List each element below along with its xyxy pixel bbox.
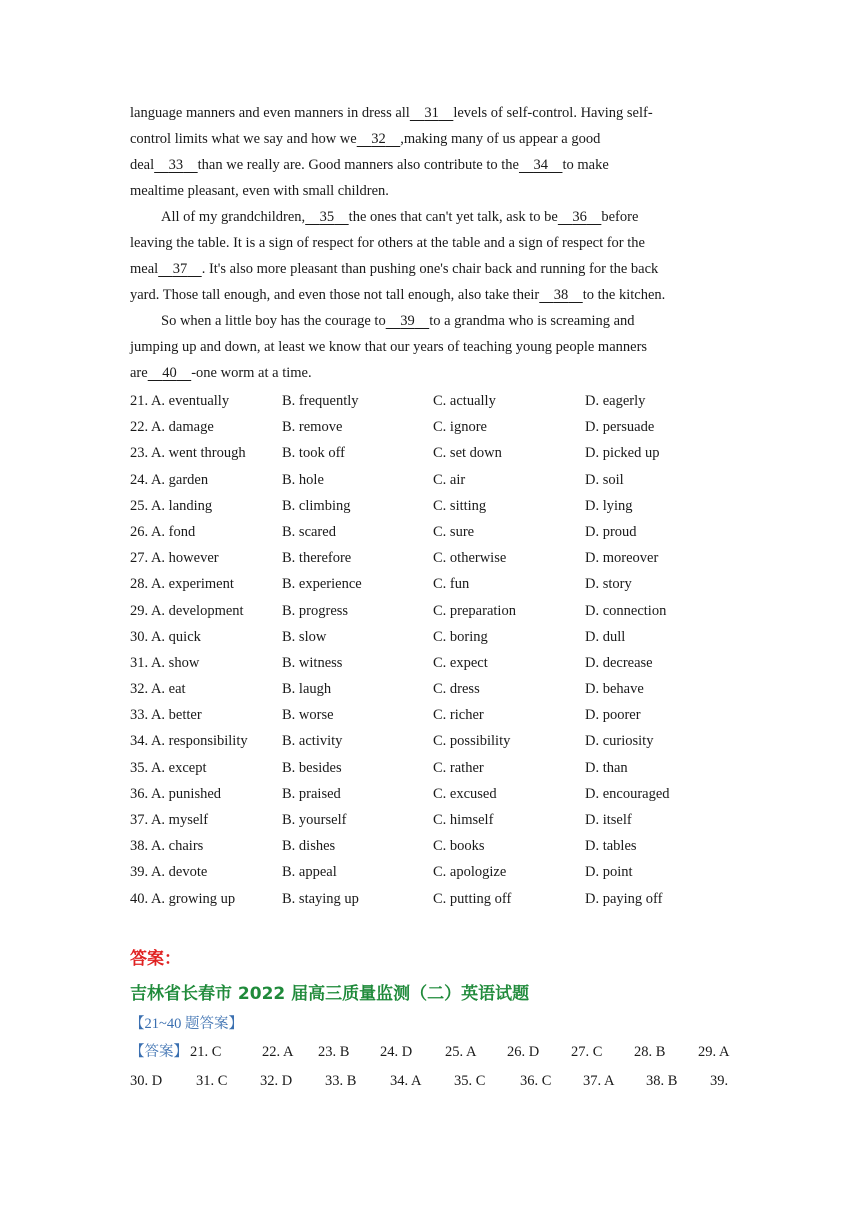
passage-text: ,making many of us appear a good [400,131,601,147]
passage-text: leaving the table. It is a sign of respect for others at the table and a sign of respect for the [130,235,645,251]
option-choice: 21. A. eventually [130,393,230,409]
option-choice: D. paying off [585,890,663,907]
passage-text: mealtime pleasant, even with small children. [130,183,389,199]
option-choice: B. besides [282,759,342,776]
option-choice: C. fun [433,576,470,593]
option-choice: B. appeal [282,864,337,881]
option-row [130,545,750,571]
option-choice: D. story [585,576,632,593]
answer-item: 23. B [318,1044,350,1060]
option-choice: B. hole [282,471,324,488]
option-choice: 23. A. went through [130,445,246,462]
option-choice: C. ignore [433,419,487,436]
blank-number: 40 [162,365,177,381]
answer-item: 36. C [520,1073,552,1089]
option-choice: 22. A. damage [130,419,214,436]
option-choice: 30. A. quick [130,628,201,645]
passage-line [130,308,730,334]
option-choice: B. dishes [282,838,336,855]
answer-item: 31. C [196,1073,228,1089]
blank-number: 39 [400,313,415,329]
option-choice: C. air [433,471,466,488]
passage-text: So when a little boy has the courage to [161,313,386,329]
passage-text: All of my grandchildren, [161,209,306,225]
option-choice: C. himself [433,812,494,828]
option-choice: D. encouraged [585,785,670,802]
option-choice: C. dress [433,681,480,698]
option-choice: C. sitting [433,497,487,514]
option-choice: 34. A. responsibility [130,733,248,750]
option-choice: B. experience [282,576,362,593]
option-choice: B. witness [282,654,343,671]
answer-item: 37. A [583,1073,615,1089]
passage-line [130,204,730,230]
option-choice: B. took off [282,445,345,462]
option-choice: D. proud [585,523,637,540]
blank-number: 37 [172,261,188,277]
option-choice: D. connection [585,602,667,619]
answer-key-line-1 [130,1038,770,1066]
passage-text: deal [130,157,155,173]
passage-text: jumping up and down, at least we know that our years of teaching young people manners [130,339,648,355]
option-choice: B. remove [282,419,343,436]
passage-line [130,126,730,152]
option-choice: 39. A. devote [130,864,208,881]
option-choice: 33. A. better [130,707,202,724]
passage-line [130,334,730,360]
option-row [130,571,750,597]
blank-number: 32 [371,131,386,147]
passage-text: to make [562,157,609,173]
passage-text: control limits what we say and how we [130,131,357,147]
option-row [130,598,750,624]
passage-line [130,230,730,256]
option-choice: 31. A. show [130,654,200,671]
passage-text: to the kitchen. [582,287,666,303]
blank-number: 31 [424,105,439,121]
passage-text: . It's also more pleasant than pushing one's chair back and running for the back [201,261,659,277]
blank-number: 36 [572,209,587,225]
answer-heading: 答案： [130,949,181,969]
option-choice: C. sure [433,523,475,540]
passage-line [130,178,730,204]
option-choice: C. otherwise [433,550,507,567]
option-choice: D. poorer [585,707,641,724]
option-choice: 24. A. garden [130,471,209,488]
option-row [130,467,750,493]
option-choice: C. apologize [433,864,507,881]
option-choice: D. dull [585,628,626,645]
option-choice: B. therefore [282,550,352,567]
answer-item: 35. C [454,1073,486,1089]
option-row [130,650,750,676]
answer-item: 25. A [445,1044,477,1060]
option-choice: B. praised [282,785,341,802]
blank-number: 34 [533,157,548,173]
answer-item: 29. A [698,1044,730,1060]
option-choice: C. putting off [433,890,512,907]
option-choice: 29. A. development [130,602,244,619]
option-row [130,833,750,859]
option-choice: 40. A. growing up [130,890,236,907]
passage-text: to a grandma who is screaming and [429,313,635,329]
option-choice: 32. A. eat [130,681,186,698]
blank-number: 33 [168,157,184,173]
option-choice: D. than [585,759,628,776]
option-choice: B. staying up [282,890,359,907]
option-choice: D. behave [585,681,644,698]
option-choice: 27. A. however [130,550,219,567]
answer-item: 27. C [571,1044,603,1060]
option-row [130,493,750,519]
option-row [130,519,750,545]
option-row [130,414,750,440]
option-choice: C. actually [433,393,496,409]
passage-line [130,360,730,386]
answer-item: 28. B [634,1044,666,1060]
answer-item: 33. B [325,1073,357,1089]
option-choice: 26. A. fond [130,523,196,540]
answer-item: 39. [710,1073,729,1089]
option-row [130,886,750,912]
option-choice: C. set down [433,445,502,462]
option-choice: 36. A. punished [130,785,222,802]
option-choice: C. excused [433,785,497,802]
answer-range-tag: 【21~40 题答案】 [130,1016,243,1032]
option-choice: 37. A. myself [130,812,209,828]
option-row [130,807,750,833]
answer-item: 21. C [190,1044,222,1060]
option-choice: 35. A. except [130,759,207,776]
passage-text: -one worm at a time. [191,365,312,381]
option-row [130,676,750,702]
blank-number: 38 [553,287,569,303]
option-choice: B. climbing [282,497,351,514]
answer-key-line-2 [130,1067,770,1095]
passage-line [130,256,730,282]
option-choice: D. moreover [585,550,659,567]
passage-text: language manners and even manners in dress all [130,105,410,121]
option-choice: C. richer [433,707,484,724]
option-choice: 25. A. landing [130,497,213,514]
option-choice: D. eagerly [585,393,646,409]
option-choice: 38. A. chairs [130,838,204,855]
answer-item: 24. D [380,1044,413,1060]
option-row [130,388,750,414]
options-list [130,388,750,912]
option-row [130,859,750,885]
option-row [130,624,750,650]
passage-text: yard. Those tall enough, and even those not tall enough, also take their [130,287,540,303]
option-row [130,781,750,807]
option-choice: C. possibility [433,733,511,750]
passage-line [130,100,730,126]
option-choice: C. rather [433,759,484,776]
option-choice: C. books [433,838,485,855]
answer-item: 22. A [262,1044,294,1060]
passage-text: meal [130,261,159,277]
answer-item: 32. D [260,1073,293,1089]
passage-text: levels of self-control. Having self- [453,105,653,121]
option-choice: B. progress [282,602,349,619]
answer-item: 26. D [507,1044,540,1060]
passage-line [130,152,730,178]
option-choice: D. tables [585,838,637,855]
option-choice: D. soil [585,471,624,488]
passage-text: the ones that can't yet talk, ask to be [348,209,558,225]
option-choice: D. point [585,864,633,881]
option-choice: B. frequently [282,393,359,409]
answer-item: 30. D [130,1073,163,1089]
blank-number: 35 [319,209,335,225]
option-choice: B. activity [282,733,343,750]
passage-text: are [130,365,148,381]
option-choice: B. worse [282,707,334,724]
passage-line [130,282,730,308]
option-choice: D. decrease [585,654,653,671]
answer-item: 38. B [646,1073,678,1089]
option-choice: D. itself [585,812,632,828]
option-choice: D. picked up [585,445,660,462]
option-choice: B. scared [282,523,336,540]
source-title: 吉林省长春市 2022 届高三质量监测（二）英语试题 [130,984,530,1004]
option-row [130,440,750,466]
option-choice: C. boring [433,628,488,645]
option-choice: D. curiosity [585,733,654,750]
option-choice: D. persuade [585,419,655,436]
option-choice: B. yourself [282,812,347,828]
cloze-passage [130,100,730,386]
passage-text: than we really are. Good manners also contribute to the [197,157,519,173]
option-choice: B. slow [282,628,327,645]
option-row [130,728,750,754]
option-choice: B. laugh [282,681,332,698]
option-choice: 28. A. experiment [130,576,234,593]
option-row [130,755,750,781]
option-choice: C. preparation [433,602,516,619]
passage-text: before [601,209,639,225]
option-choice: C. expect [433,654,488,671]
answer-label: 【答案】 [130,1044,188,1060]
option-choice: D. lying [585,497,633,514]
answer-item: 34. A [390,1073,422,1089]
option-row [130,702,750,728]
